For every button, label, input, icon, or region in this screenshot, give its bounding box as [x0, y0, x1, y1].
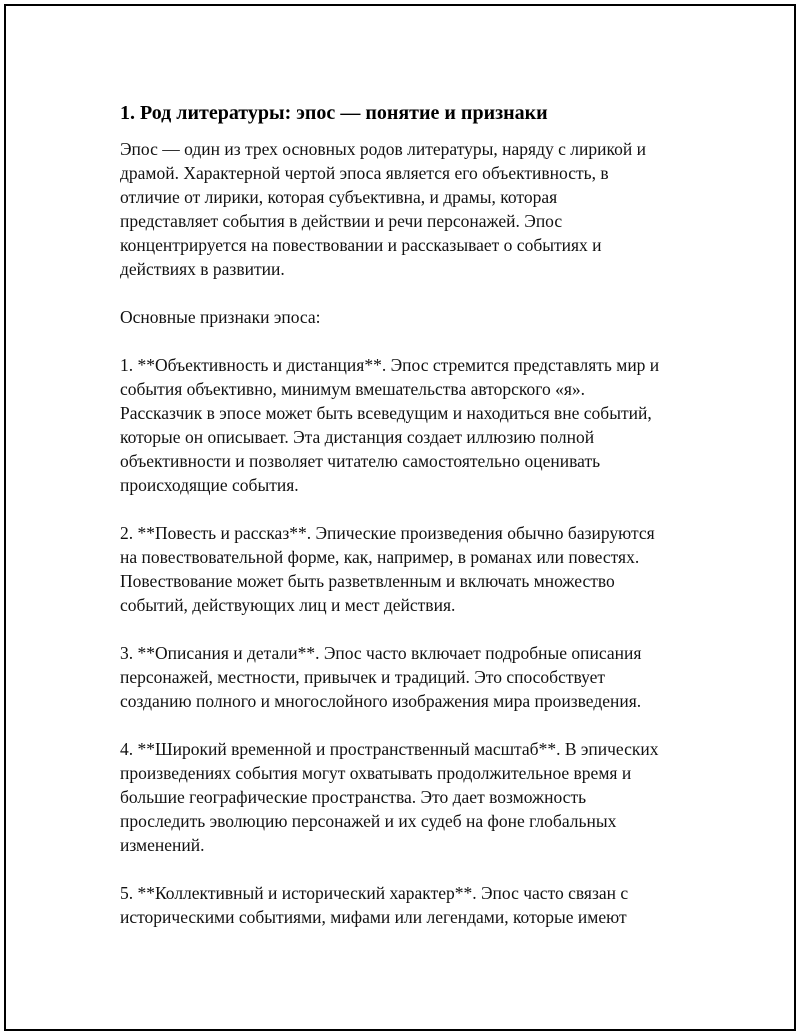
text-line: события объективно, минимум вмешательства авторского «я». — [120, 379, 586, 399]
text-line: большие географические пространства. Это дает возможность — [120, 787, 587, 807]
text-line: Повествование может быть разветвленным и включать множество — [120, 571, 615, 591]
text-line: которые он описывает. Эта дистанция создает иллюзию полной — [120, 427, 595, 447]
text-line: персонажей, местности, привычек и традиций. Это способствует — [120, 667, 606, 687]
text-line: Рассказчик в эпосе может быть всеведущим и находиться вне событий, — [120, 403, 652, 423]
text-line: отличие от лирики, которая субъективна, и драмы, которая — [120, 187, 558, 207]
text-line: историческими событиями, мифами или легендами, которые имеют — [120, 907, 627, 927]
text-line: представляет события в действии и речи персонажей. Эпос — [120, 211, 563, 231]
text-line: Эпос — один из трех основных родов литературы, наряду с лирикой и — [120, 139, 646, 159]
text-line: 3. **Описания и детали**. Эпос часто включает подробные описания — [120, 643, 642, 663]
paragraph-feature-3 — [120, 641, 710, 713]
text-line: проследить эволюцию персонажей и их судеб на фоне глобальных — [120, 811, 617, 831]
text-line: 1. **Объективность и дистанция**. Эпос стремится представлять мир и — [120, 355, 660, 375]
text-line: концентрируется на повествовании и рассказывает о событиях и — [120, 235, 602, 255]
paragraph-feature-1 — [120, 353, 710, 497]
paragraph-features-heading — [120, 305, 710, 329]
text-line: событий, действующих лиц и мест действия. — [120, 595, 456, 615]
page-frame — [4, 4, 796, 1031]
document-title: 1. Род литературы: эпос — понятие и признаки — [120, 102, 548, 124]
document-body — [120, 100, 710, 953]
text-line: изменений. — [120, 835, 205, 855]
paragraph-intro — [120, 137, 710, 281]
text-line: созданию полного и многослойного изображения мира произведения. — [120, 691, 642, 711]
text-line: Основные признаки эпоса: — [120, 307, 321, 327]
text-line: произведениях события могут охватывать продолжительное время и — [120, 763, 632, 783]
text-line: действиях в развитии. — [120, 259, 285, 279]
text-line: 4. **Широкий временной и пространственный масштаб**. В эпических — [120, 739, 659, 759]
text-line: на повествовательной форме, как, например, в романах или повестях. — [120, 547, 640, 567]
paragraph-feature-5 — [120, 881, 710, 929]
text-line: 5. **Коллективный и исторический характер**. Эпос часто связан с — [120, 883, 629, 903]
text-line: драмой. Характерной чертой эпоса является его объективность, в — [120, 163, 609, 183]
paragraph-feature-4 — [120, 737, 710, 857]
text-line: 2. **Повесть и рассказ**. Эпические произведения обычно базируются — [120, 523, 655, 543]
paragraph-feature-2 — [120, 521, 710, 617]
text-line: объективности и позволяет читателю самостоятельно оценивать — [120, 451, 601, 471]
text-line: происходящие события. — [120, 475, 299, 495]
